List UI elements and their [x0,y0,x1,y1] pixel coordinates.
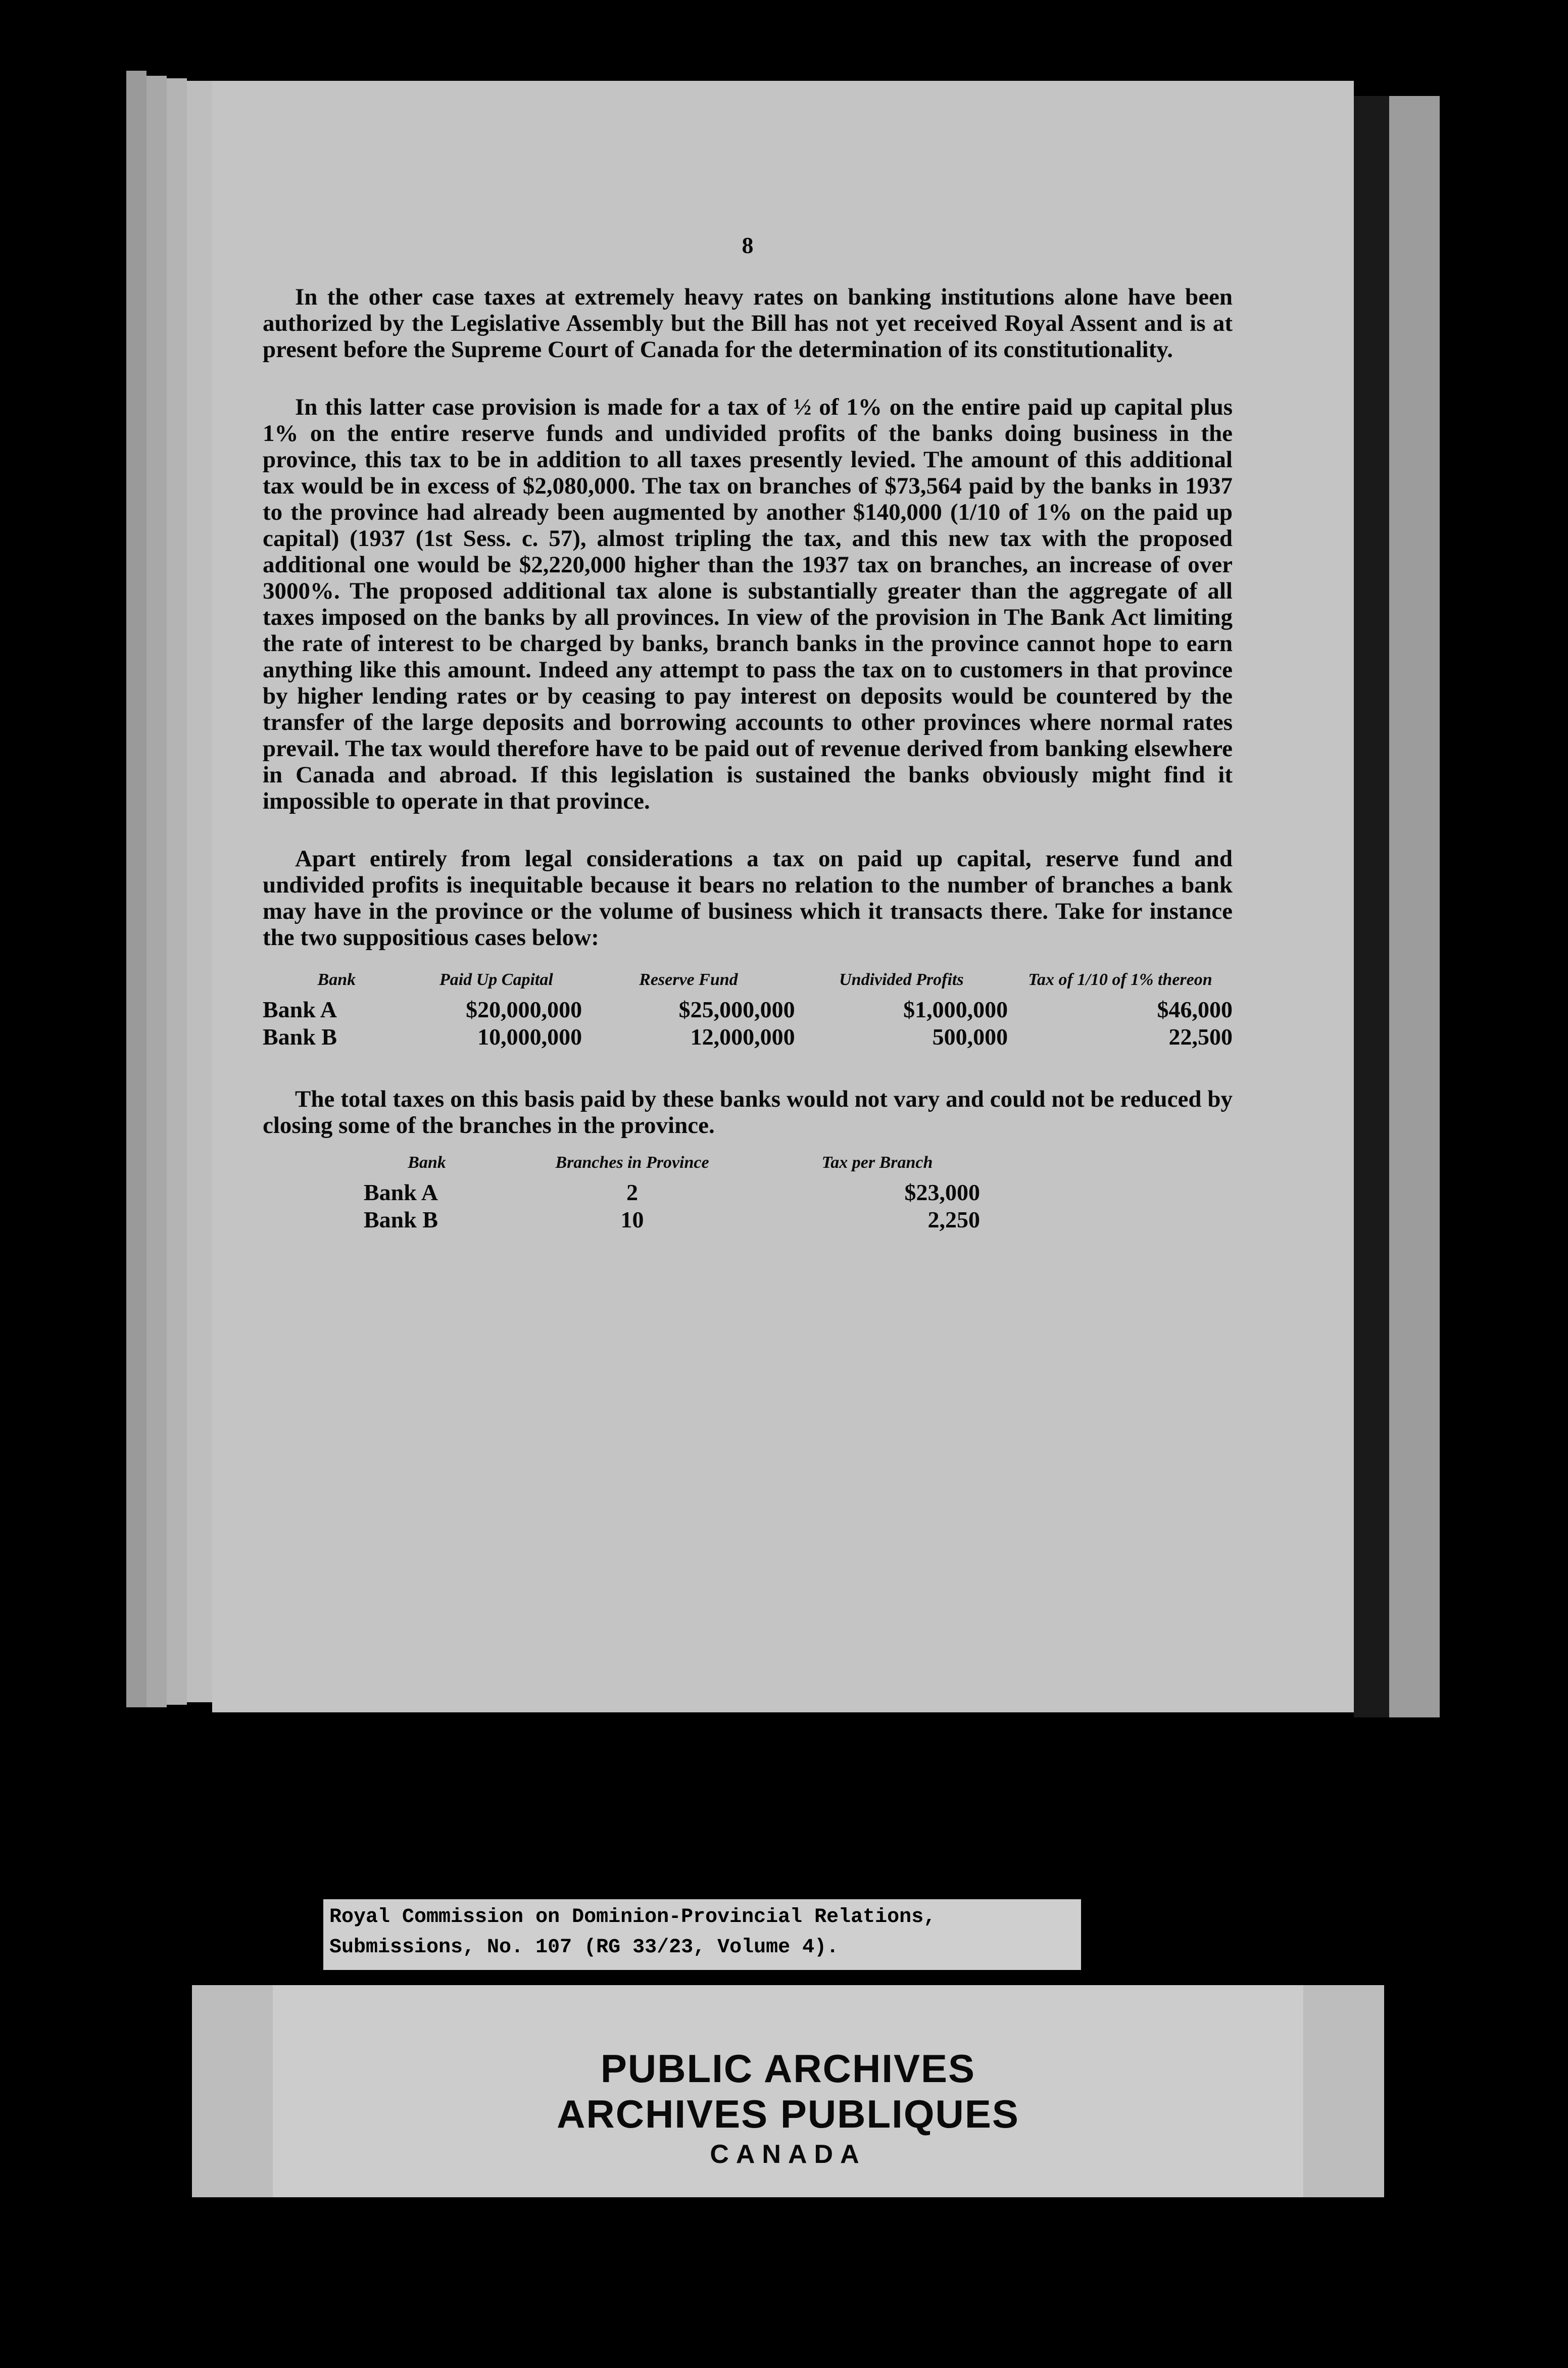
page-stack-edge [167,78,187,1705]
branch-tax-table [364,1154,980,1234]
table-row [263,1023,1233,1051]
table-cell: 22,500 [1168,1024,1233,1050]
stamp-line-3: CANADA [710,2140,866,2169]
table-cell: 12,000,000 [690,1024,795,1050]
capital-tax-table [263,971,1233,1051]
table-cell: $20,000,000 [466,997,582,1022]
table-cell: $1,000,000 [903,997,1008,1022]
archives-stamp [192,1985,1384,2197]
column-header-reserve-fund: Reserve Fund [639,970,738,989]
table-row [263,996,1233,1023]
page-number: 8 [742,232,754,258]
caption-line-2: Submissions, No. 107 (RG 33/23, Volume 4). [329,1936,839,1959]
table-cell: 2,250 [927,1207,980,1232]
caption-line-1: Royal Commission on Dominion-Provincial Relations, [329,1906,936,1929]
page-stack-edge [126,71,146,1707]
table-cell: Bank A [263,997,337,1022]
column-header-undivided-profits: Undivided Profits [839,970,964,989]
stamp-line-2: ARCHIVES PUBLIQUES [557,2092,1019,2136]
column-header-bank: Bank [317,970,356,989]
column-header-paid-up-capital: Paid Up Capital [439,970,553,989]
table-header-row [263,971,1233,996]
page-stack-edge [146,76,167,1707]
page-stack-edge [187,81,212,1702]
book-spine-shadow [1354,96,1389,1717]
archives-stamp-panel [273,1985,1303,2197]
table-cell: 2 [626,1179,639,1205]
archive-caption-label [323,1899,1081,1970]
table-cell: 10,000,000 [477,1024,582,1050]
table-cell: 10 [620,1207,644,1232]
table-row [364,1179,980,1206]
table-cell: $46,000 [1157,997,1233,1022]
page-text [263,232,1233,1269]
table-cell: $23,000 [904,1179,980,1205]
paragraph-4: The total taxes on this basis paid by these banks would not vary and could not be reduced by closing some of the branches in the province. [263,1086,1233,1139]
table-cell: Bank B [364,1207,438,1232]
table-cell: Bank B [263,1024,337,1050]
paragraph-3: Apart entirely from legal considerations a tax on paid up capital, reserve fund and undivided profits is inequitable because it bears no relation to the number of branches a bank may have in the province or the volume of business which it transacts there. Take for instance the two suppositious cases below: [263,846,1233,951]
paragraph-1: In the other case taxes at extremely heavy rates on banking institutions alone have been authorized by the Legislative Assembly but the Bill has not yet received Royal Assent and is at present before the Supreme Court of Canada for the determination of its constitutionality. [263,284,1233,363]
table-row [364,1206,980,1234]
table-cell: $25,000,000 [678,997,795,1022]
table-header-row [364,1154,980,1179]
stamp-line-1: PUBLIC ARCHIVES [600,2046,976,2091]
paragraph-2: In this latter case provision is made for a tax of ½ of 1% on the entire paid up capital plus 1% on the entire reserve funds and undivided profits of the banks doing business in the province, this tax to be in addition to all taxes presently levied. The amount of this additional tax would be in excess of $2,080,000. The tax on branches of $73,564 paid by the banks in 1937 to the province had already been augmented by another $140,000 (1/10 of 1% on the paid up capital) (1937 (1st Sess. c. 57), almost tripling the tax, and this new tax with the proposed additional one would be $2,220,000 higher than the 1937 tax on branches, an increase of over 3000%. The proposed additional tax alone is substantially greater than the aggregate of all taxes imposed on the banks by all provinces. In view of the provision in The Bank Act limiting the rate of interest to be charged by banks, branch banks in the province cannot hope to earn anything like this amount. Indeed any attempt to pass the tax on to customers in that province by higher lending rates or by ceasing to pay interest on deposits would be countered by the transfer of the large deposits and borrowing accounts to other provinces where normal rates prevail. The tax would therefore have to be paid out of revenue derived from banking elsewhere in Canada and abroad. If this legislation is sustained the banks obviously might find it impossible to operate in that province. [263,394,1233,814]
table-cell: Bank A [364,1179,438,1205]
column-header-tax: Tax of 1/10 of 1% thereon [1028,970,1212,989]
column-header-branches: Branches in Province [555,1153,709,1172]
column-header-tax-per-branch: Tax per Branch [821,1153,933,1172]
book-spine [1389,96,1440,1717]
column-header-bank: Bank [408,1153,446,1172]
table-cell: 500,000 [932,1024,1008,1050]
